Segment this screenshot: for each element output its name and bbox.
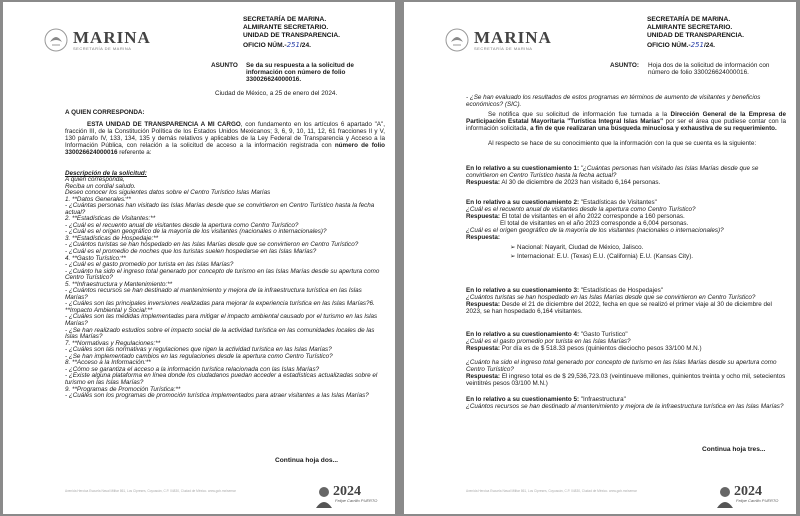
footer-name: Felipe Carrillo PUERTO [736,498,779,503]
eagle-emblem-icon [444,27,470,53]
salutation: A QUIEN CORRESPONDA: [65,109,145,116]
description-title: Descripción de la solicitud: [65,170,147,177]
page-footer [404,480,796,514]
info-paragraph: Al respecto se hace de su conocimiento que la información con la que se cuenta es la siguiente: [488,140,757,147]
footer-address: Avenida Heroica Escuela Naval Militar 861, Los Cipreses, Coyoacán, C.P. 04830, Ciudad de México. www.gob.mx/semar [466,489,637,493]
eagle-emblem-icon [43,27,69,53]
oficio-number: OFICIO NÚM.-251/24. [647,40,715,49]
footer-year: 2024 [333,484,361,499]
document-page-2 [404,2,796,514]
continue-note: Continua hoja tres... [702,446,766,453]
date-line: Ciudad de México, a 25 de enero del 2024. [215,90,338,97]
marina-logo [444,26,552,54]
brand-sub: SECRETARÍA DE MARINA [73,46,132,51]
header-block: SECRETARÍA DE MARINA. ALMIRANTE SECRETARIO. UNIDAD DE TRANSPARENCIA. OFICIO NÚM.-251/24. [647,16,744,49]
page-footer [3,480,395,514]
portrait-icon [315,484,333,508]
intro-paragraph: ESTA UNIDAD DE TRANSPARENCIA A MI CARGO, con fundamento en los artículos 6 apartado "A", fracción III, de la Constitución Política de los Estados Unidos Mexicanos; 3, 6, 9, 10, 11, 12, 61 fracciones II y V, 130 párrafo IV, 133, 134, 135 y demás relativos y aplicables de la Ley Federal de Transparencia y Acceso a la Información Pública, con relación a la solicitud de acceso a la información registrada con número de folio 330026624000016 referente a: [65,121,385,156]
q4b-block: ¿Cuánto ha sido el ingreso total generado por concepto de turismo en las Islas Marías desde su apertura como Centro Turístico? Respuesta: El ingreso total es de $ 29,536,723.03 (veintinueve millones, quinientos treinta y ocho mil, setecientos veintitrés pesos 03/100 M.N.) [466,359,786,387]
asunto-text: Se da su respuesta a la solicitud de información con número de folio 330026624000016. [246,62,354,84]
brand-name: MARINA [474,28,552,47]
q3-block: En lo relativo a su cuestionamiento 3: "Estadísticas de Hospedajes" ¿Cuántos turistas se han hospedado en las Islas Marías desde que se convirtieron en Centro Turístico? Respuesta: Desde el 21 de diciembre del 2022, fecha en que se realizó el primer viaje al 30 de diciembre del 2023, se han hospedado 6,164 visitantes. [466,287,772,315]
continue-note: Continua hoja dos... [275,457,339,464]
footer-name: Felipe Carrillo PUERTO [335,498,378,503]
asunto-text: Hoja dos de la solicitud de información con número de folio 330026624000016. [648,62,770,77]
q1-block: En lo relativo a su cuestionamiento 1: "¿Cuántas personas han visitado las Islas Marías desde que se convirtieron en Centro Turístico hasta la fecha actual? Respuesta: Al 30 de diciembre de 2023 han visitado 6,164 personas. [466,165,759,186]
footer-address: Avenida Heroica Escuela Naval Militar 861, Los Cipreses, Coyoacán, C.P. 04830, Ciudad de México. www.gob.mx/semar [65,489,236,493]
footer-year: 2024 [734,484,762,499]
document-page-1 [3,2,395,514]
header-block: SECRETARÍA DE MARINA. ALMIRANTE SECRETARIO. UNIDAD DE TRANSPARENCIA. OFICIO NÚM.-251/24. [243,16,340,49]
q4-block: En lo relativo a su cuestionamiento 4: "Gasto Turístico" ¿Cuál es el gasto promedio por turista en las Islas Marías? Respuesta: Por día es de $ 518.33 pesos (quinientos dieciocho pesos 33/100 M.N.) [466,331,702,352]
brand-sub: SECRETARÍA DE MARINA [474,46,533,51]
request-description: A quien corresponda, Reciba un cordial saludo. Deseo conocer los siguientes datos sobre el Centro Turístico Islas Marías 1. **Datos Generales:** - ¿Cuántas personas han visitado las Islas Marías desde que se convirtieron en Centro Turístico hasta la fecha actual? 2. **Estadísticas de Visitantes:** - ¿Cuál es el recuento anual de visitantes desde la apertura como Centro Turístico? - ¿Cuál es el origen geográfico de la mayoría de los visitantes (nacionales o internacionales)? 3. **Estadísticas de Hospedaje:** - ¿Cuántos turistas se han hospedado en las Islas Marías desde que se convirtieron en Centro Turístico? - ¿Cuál es el promedio de noches que los turistas suelen hospedarse en las Islas Marías? 4. **Gasto Turístico:** - ¿Cuál es el gasto promedio por turista en las Islas Marías? - ¿Cuánto ha sido el ingreso total generado por concepto de turismo en las Islas Marías desde su apertura como Centro Turístico? 5. **Infraestructura y Mantenimiento:** - ¿Cuántos recursos se han destinado al mantenimiento y mejora de la infraestructura turística en las Islas Marías? - ¿Cuáles son las principales inversiones realizadas para mejorar la experiencia turística en las Islas Marías?6. **Impacto Ambiental y Social:** - ¿Cuáles son las medidas implementadas para mitigar el impacto ambiental causado por el turismo en las Islas Marías? - ¿Se han realizado estudios sobre el impacto social de la actividad turística en las comunidades locales de las Islas Marías? 7. **Normativas y Regulaciones:** - ¿Cuáles son las normativas y regulaciones que rigen la actividad turística en las Islas Marías? - ¿Se han implementado cambios en las regulaciones desde la apertura como Centro Turístico? 8. **Acceso a la Información:** - ¿Cómo se garantiza el acceso a la información turística relacionada con las Islas Marías? - ¿Existe alguna plataforma en línea donde los ciudadanos puedan acceder a estadísticas actualizadas sobre el turismo en las Islas Marías? 9. **Programas de Promoción Turística:** - ¿Cuáles son los programas de promoción turística implementados para atraer visitantes a las Islas Marías? [65,176,380,400]
q2-block: En lo relativo a su cuestionamiento 2: "Estadísticas de Visitantes" ¿Cuál es el recuento anual de visitantes desde la apertura como Centro Turístico? Respuesta: El total de visitantes en el año 2022 corresponde a 160 personas. El total de visitantes en el año 2023 corresponde a 6,004 personas. ¿Cuál es el origen geográfico de la mayoría de los visitantes (nacionales o internacionales)? Respuesta: ➢ Nacional: Nayarit, Ciudad de México, Jalisco. ➢ Internacional: E.U. (Texas) E.U. (California) E.U. (Kansas City). [466,199,786,261]
top-question: - ¿Se han evaluado los resultados de estos programas en términos de aumento de visitantes y beneficios económicos? (SIC). [466,94,761,108]
brand-name: MARINA [73,28,151,47]
oficio-number: OFICIO NÚM.-251/24. [243,40,311,49]
q5-block: En lo relativo a su cuestionamiento 5: "Infraestructura" ¿Cuántos recursos se han destinado al mantenimiento y mejora de la infraestructura turística en las Islas Marías? [466,396,784,410]
marina-logo [43,26,151,54]
asunto-label: ASUNTO: [610,62,639,69]
turn-paragraph: Se notifica que su solicitud de información fue turnada a la Dirección General de la Empresa de Participación Estatal Mayoritaria "Turística Integral Islas Marías" por ser el área que pudiese contar con la información solicitada, a fin de que realizaran una búsqueda minuciosa y exhaustiva de su requerimiento. [466,111,786,132]
portrait-icon [716,484,734,508]
asunto-label: ASUNTO [211,62,238,69]
